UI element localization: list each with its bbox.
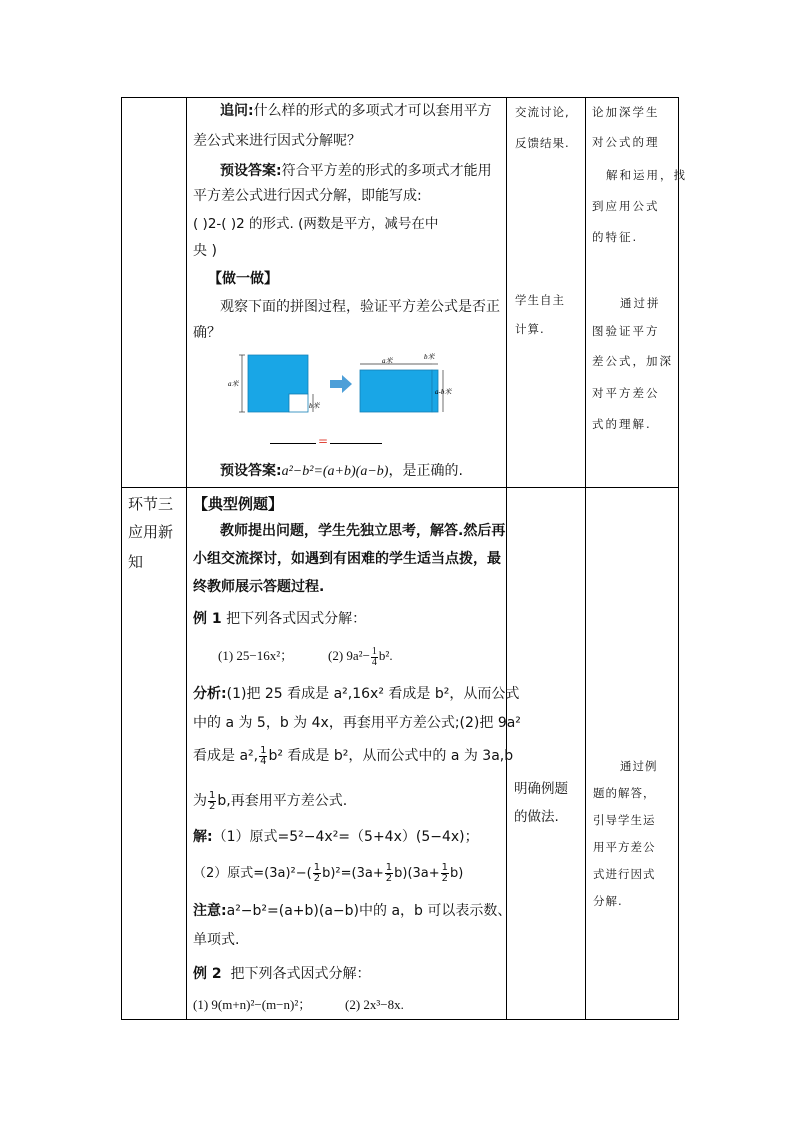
analysis-text-1: (1)把 25 看成是 a²,16x² 看成是 b²，从而公式 bbox=[226, 686, 520, 702]
analysis-3 bbox=[193, 741, 513, 771]
col-divider-2 bbox=[506, 97, 507, 1020]
blank-right bbox=[330, 443, 382, 444]
intent-bottom-6: 分解. bbox=[593, 894, 623, 908]
stage-line-1: 环节三 bbox=[128, 495, 174, 513]
example-2-part-1: (1) 9(m+n)²−(m−n)²； bbox=[193, 997, 312, 1012]
intent-1-line-3: 解和运用，找 bbox=[606, 168, 687, 182]
frac-1-2 bbox=[208, 791, 216, 812]
example-1-part-2 bbox=[328, 641, 393, 671]
frac-den: 2 bbox=[209, 800, 216, 812]
do-it-title: 【做一做】 bbox=[208, 271, 278, 287]
sol-2b: b)²=(3a+ bbox=[322, 866, 384, 881]
note-1 bbox=[193, 901, 511, 921]
example-1-heading bbox=[193, 609, 366, 629]
frac-den: 2 bbox=[385, 873, 393, 884]
do-it-text-2: 确？ bbox=[193, 325, 221, 341]
table-right-border bbox=[678, 97, 679, 1020]
student-discuss-1: 交流讨论, bbox=[515, 105, 570, 119]
blank-left bbox=[270, 443, 316, 444]
final-answer bbox=[220, 461, 463, 482]
puzzle-figure bbox=[224, 350, 464, 420]
intent-bottom-5: 式进行因式 bbox=[593, 867, 656, 881]
final-answer-tail: ，是正确的. bbox=[388, 463, 463, 479]
fig-a-label: a米 bbox=[228, 380, 239, 388]
followup-text-2: 差公式来进行因式分解呢？ bbox=[193, 133, 361, 149]
final-answer-formula: a²−b²=(a+b)(a−b) bbox=[281, 464, 389, 479]
intent-2-line-2: 图验证平方 bbox=[592, 324, 660, 338]
note-2: 单项式. bbox=[193, 932, 240, 948]
preset-answer bbox=[220, 161, 492, 181]
analysis-4b: b,再套用平方差公式. bbox=[217, 793, 348, 809]
analysis-3b: b² 看成是 b²，从而公式中的 a 为 3a,b bbox=[268, 748, 514, 764]
frac-den: 2 bbox=[313, 873, 321, 884]
note-text-1: a²−b²=(a+b)(a−b)中的 a，b 可以表示数、 bbox=[226, 903, 512, 919]
preset-answer-label: 预设答案: bbox=[220, 163, 282, 179]
left-notch bbox=[289, 394, 308, 412]
ex1-p2-b: b². bbox=[378, 648, 393, 663]
solution-label: 解: bbox=[193, 829, 213, 845]
intent-2-line-4: 对平方差公 bbox=[592, 386, 660, 400]
intent-1-line-4: 到应用公式 bbox=[592, 199, 660, 213]
example-2-part-2: (2) 2x³−8x. bbox=[345, 997, 404, 1012]
intent-2-line-1: 通过拼 bbox=[620, 296, 661, 310]
frac-1-4b bbox=[259, 746, 267, 767]
frac-sol-2 bbox=[385, 863, 393, 884]
example-intro-1: 教师提出问题，学生先独立思考，解答.然后再 bbox=[220, 523, 506, 539]
intent-1-line-5: 的特征. bbox=[592, 230, 639, 244]
student-bottom-2: 的做法. bbox=[514, 809, 559, 825]
followup-text-1: 什么样的形式的多项式才可以套用平方 bbox=[253, 103, 492, 119]
col-divider-1 bbox=[186, 97, 187, 1020]
intent-bottom-3: 引导学生运 bbox=[593, 813, 656, 827]
ex1-p2-a: (2) 9a²− bbox=[328, 648, 370, 663]
intent-bottom-1: 通过例 bbox=[620, 759, 658, 773]
frac-den: 4 bbox=[260, 755, 267, 767]
student-calc-2: 计算. bbox=[515, 322, 545, 336]
analysis-1 bbox=[193, 684, 519, 704]
intent-2-line-5: 式的理解. bbox=[592, 417, 652, 431]
analysis-label: 分析: bbox=[193, 686, 227, 702]
preset-answer-text-2: 平方差公式进行因式分解，即能写成: bbox=[193, 188, 422, 204]
intent-bottom-2: 题的解答， bbox=[593, 786, 656, 800]
note-label: 注意: bbox=[193, 903, 227, 919]
frac-1-4 bbox=[371, 647, 378, 668]
example-title: 【典型例题】 bbox=[193, 495, 284, 513]
example-intro-3: 终教师展示答题过程. bbox=[193, 579, 325, 595]
analysis-4 bbox=[193, 786, 347, 816]
row-divider bbox=[121, 487, 679, 488]
frac-num: 1 bbox=[371, 645, 377, 657]
stage-line-2: 应用新 bbox=[128, 523, 174, 541]
final-answer-label: 预设答案: bbox=[220, 463, 282, 479]
example-2-text: 把下列各式因式分解： bbox=[230, 966, 371, 982]
frac-num: 1 bbox=[441, 862, 449, 873]
analysis-3a: 看成是 a², bbox=[193, 748, 259, 764]
example-1-label: 例 1 bbox=[193, 611, 222, 627]
frac-num: 1 bbox=[260, 744, 267, 756]
table-left-border bbox=[121, 97, 122, 1020]
intent-bottom-4: 用平方差公 bbox=[593, 840, 656, 854]
preset-answer-text-4: 央 ) bbox=[193, 243, 217, 259]
example-2-heading bbox=[193, 964, 371, 984]
frac-num: 1 bbox=[313, 862, 321, 873]
preset-answer-text-1: 符合平方差的形式的多项式才能用 bbox=[281, 163, 492, 179]
table-bottom-border bbox=[121, 1019, 679, 1020]
fig-b-label: b米 bbox=[309, 402, 320, 410]
student-bottom-1: 明确例题 bbox=[514, 781, 568, 797]
solution-2 bbox=[193, 859, 463, 889]
arrow-shape bbox=[330, 375, 352, 393]
sol-2c: b)(3a+ bbox=[394, 866, 440, 881]
frac-num: 1 bbox=[385, 862, 393, 873]
solution-1 bbox=[193, 827, 479, 847]
intent-1-line-1: 论加深学生 bbox=[592, 105, 660, 119]
student-calc-1: 学生自主 bbox=[515, 293, 565, 307]
analysis-4a: 为 bbox=[193, 793, 207, 809]
example-1-text: 把下列各式因式分解： bbox=[226, 611, 367, 627]
frac-den: 2 bbox=[441, 873, 449, 884]
example-2-label: 例 2 bbox=[193, 966, 222, 982]
fig-top-b-label: b米 bbox=[424, 353, 435, 361]
sol-2d: b) bbox=[450, 866, 464, 881]
intent-2-line-3: 差公式，加深 bbox=[592, 354, 673, 368]
followup-question bbox=[220, 101, 492, 121]
frac-den: 4 bbox=[371, 656, 377, 668]
stage-line-3: 知 bbox=[128, 553, 144, 571]
fig-top-a-label: a米 bbox=[382, 357, 393, 365]
sol-2a: （2）原式=(3a)²−( bbox=[193, 866, 312, 881]
fig-right-label: a-b米 bbox=[435, 388, 452, 396]
frac-sol-1 bbox=[313, 863, 321, 884]
intent-1-line-2: 对公式的理 bbox=[592, 135, 660, 149]
solution-text-1: （1）原式=5²−4x²=（5+4x）(5−4x)； bbox=[212, 829, 479, 845]
do-it-text-1: 观察下面的拼图过程，验证平方差公式是否正 bbox=[220, 299, 500, 315]
example-intro-2: 小组交流探讨，如遇到有困难的学生适当点拨，最 bbox=[193, 551, 501, 567]
followup-label: 追问: bbox=[220, 103, 254, 119]
student-discuss-2: 反馈结果. bbox=[515, 136, 570, 150]
preset-answer-text-3: ( )2-( )2 的形式. (两数是平方，减号在中 bbox=[193, 216, 439, 232]
frac-sol-3 bbox=[441, 863, 449, 884]
frac-num: 1 bbox=[209, 789, 216, 801]
analysis-2: 中的 a 为 5，b 为 4x，再套用平方差公式;(2)把 9a² bbox=[193, 715, 521, 731]
example-1-part-1: (1) 25−16x²； bbox=[218, 648, 294, 663]
right-rect-main bbox=[360, 370, 432, 412]
blank-equals: = bbox=[318, 434, 329, 448]
table-top-border bbox=[121, 97, 679, 98]
col-divider-3 bbox=[585, 97, 586, 1020]
